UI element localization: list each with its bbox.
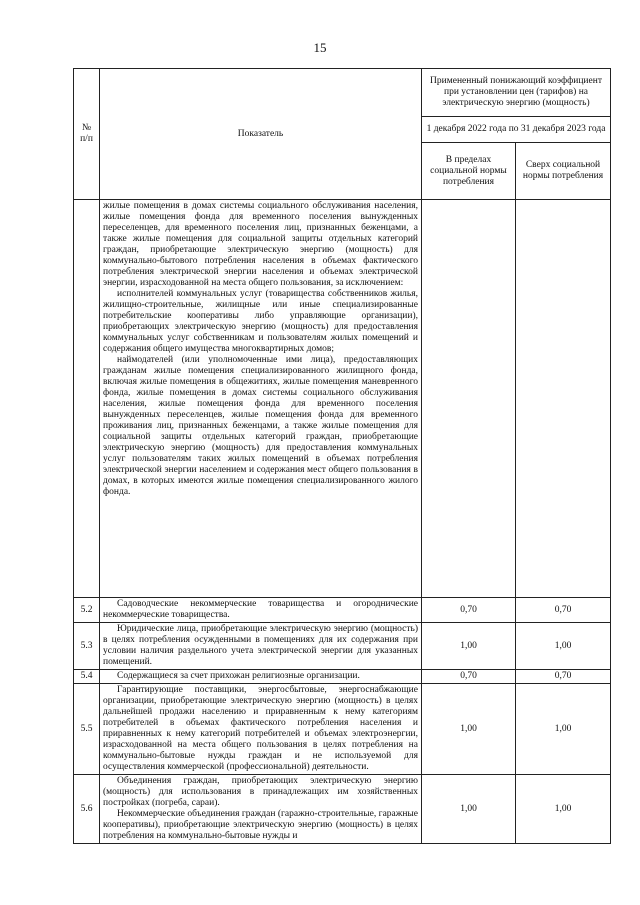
row-indicator bbox=[100, 598, 422, 623]
value-above-norm bbox=[516, 200, 611, 598]
value-above-norm: 1,00 bbox=[516, 684, 611, 775]
header-num: № п/п bbox=[74, 69, 100, 200]
value-within-norm: 0,70 bbox=[422, 598, 516, 623]
indicator-paragraph: жилые помещения в домах системы социального обслуживания населения, жилые помещения фонда для временного поселения вынужденных переселенцев, для временного поселения лиц, признанных беженцами, а также жилые помещения для социальной защиты отдельных категорий граждан, приобретающие электрическую энергию (мощность) для коммунально-бытового потребления населения в объемах фактического потребления электрической энергии населения и объемах электрической энергии, израсходованной на места общего пользования, за исключением: bbox=[103, 201, 418, 288]
value-within-norm: 1,00 bbox=[422, 775, 516, 844]
indicator-paragraph: Некоммерческие объединения граждан (гаражно-строительные, гаражные кооперативы), приобретающие электрическую энергию (мощность) в целях потребления на коммунально-бытовые нужды и bbox=[103, 809, 418, 841]
table-row bbox=[74, 775, 611, 844]
header-within-norm: В пределах социальной нормы потребления bbox=[422, 143, 516, 200]
row-number: 5.3 bbox=[74, 623, 100, 670]
value-within-norm: 1,00 bbox=[422, 684, 516, 775]
value-within-norm: 0,70 bbox=[422, 670, 516, 684]
header-coefficient: Примененный понижающий коэффициент при установлении цен (тарифов) на электрическую энергию (мощность) bbox=[422, 69, 611, 117]
table-row bbox=[74, 670, 611, 684]
indicator-paragraph: Объединения граждан, приобретающих электрическую энергию (мощность) для использования в принадлежащих им хозяйственных постройках (погреба, сараи). bbox=[103, 776, 418, 808]
indicator-paragraph: исполнителей коммунальных услуг (товарищества собственников жилья, жилищно-строительные, жилищные или иные специализированные потребительские кооперативы либо управляющие организации), приобретающих электрическую энергию (мощность) для предоставления коммунальных услуг собственникам и пользователям жилых помещений и содержания общего имущества многоквартирных домов; bbox=[103, 289, 418, 354]
indicator-paragraph: Юридические лица, приобретающие электрическую энергию (мощность) в целях потребления осужденными в помещениях для их содержания при условии наличия раздельного учета электрической энергии для указанных помещений. bbox=[103, 624, 418, 667]
header-indicator: Показатель bbox=[100, 69, 422, 200]
table-row bbox=[74, 623, 611, 670]
row-number: 5.6 bbox=[74, 775, 100, 844]
table-row bbox=[74, 684, 611, 775]
value-above-norm: 1,00 bbox=[516, 623, 611, 670]
tariff-table bbox=[73, 68, 611, 844]
indicator-paragraph: Гарантирующие поставщики, энергосбытовые, энергоснабжающие организации, приобретающие электрическую энергию (мощность) в целях дальнейшей продажи населению и приравненным к нему категориям потребителей в объемах фактического потребления населения и приравненных к нему категорий потребителей и объемах электроэнергии, израсходованной на места общего пользования в целях потребления на коммунально-бытовые нужды граждан и не используемой для осуществления коммерческой (профессиональной) деятельности. bbox=[103, 685, 418, 772]
indicator-paragraph: наймодателей (или уполномоченные ими лица), предоставляющих гражданам жилые помещения специализированного жилищного фонда, включая жилые помещения в общежитиях, жилые помещения маневренного фонда, жилые помещения в домах системы социального обслуживания населения, жилые помещения фонда для временного поселения вынужденных переселенцев, жилые помещения фонда для временного проживания лиц, признанных беженцами, а также жилые помещения для социальной защиты отдельных категорий граждан, приобретающие электрическую энергию (мощность) для предоставления коммунальных услуг пользователям таких жилых помещений в объемах потребления электрической энергии населением и содержания мест общего пользования в домах, в которых имеются жилые помещения специализированного жилого фонда. bbox=[103, 355, 418, 497]
row-indicator bbox=[100, 775, 422, 844]
header-period: 1 декабря 2022 года по 31 декабря 2023 года bbox=[422, 117, 611, 143]
row-number: 5.5 bbox=[74, 684, 100, 775]
page-number: 15 bbox=[313, 40, 327, 55]
row-number bbox=[74, 200, 100, 598]
value-within-norm bbox=[422, 200, 516, 598]
value-within-norm: 1,00 bbox=[422, 623, 516, 670]
row-indicator bbox=[100, 670, 422, 684]
value-above-norm: 0,70 bbox=[516, 598, 611, 623]
row-number: 5.2 bbox=[74, 598, 100, 623]
row-indicator bbox=[100, 623, 422, 670]
row-indicator bbox=[100, 684, 422, 775]
value-above-norm: 1,00 bbox=[516, 775, 611, 844]
header-above-norm: Сверх социальной нормы потребления bbox=[516, 143, 611, 200]
value-above-norm: 0,70 bbox=[516, 670, 611, 684]
row-number: 5.4 bbox=[74, 670, 100, 684]
table-row bbox=[74, 200, 611, 598]
indicator-paragraph: Содержащиеся за счет прихожан религиозные организации. bbox=[117, 671, 360, 681]
row-indicator bbox=[100, 200, 422, 598]
table-row bbox=[74, 598, 611, 623]
indicator-paragraph: Садоводческие некоммерческие товарищества и огороднические некоммерческие товарищества. bbox=[103, 599, 418, 620]
